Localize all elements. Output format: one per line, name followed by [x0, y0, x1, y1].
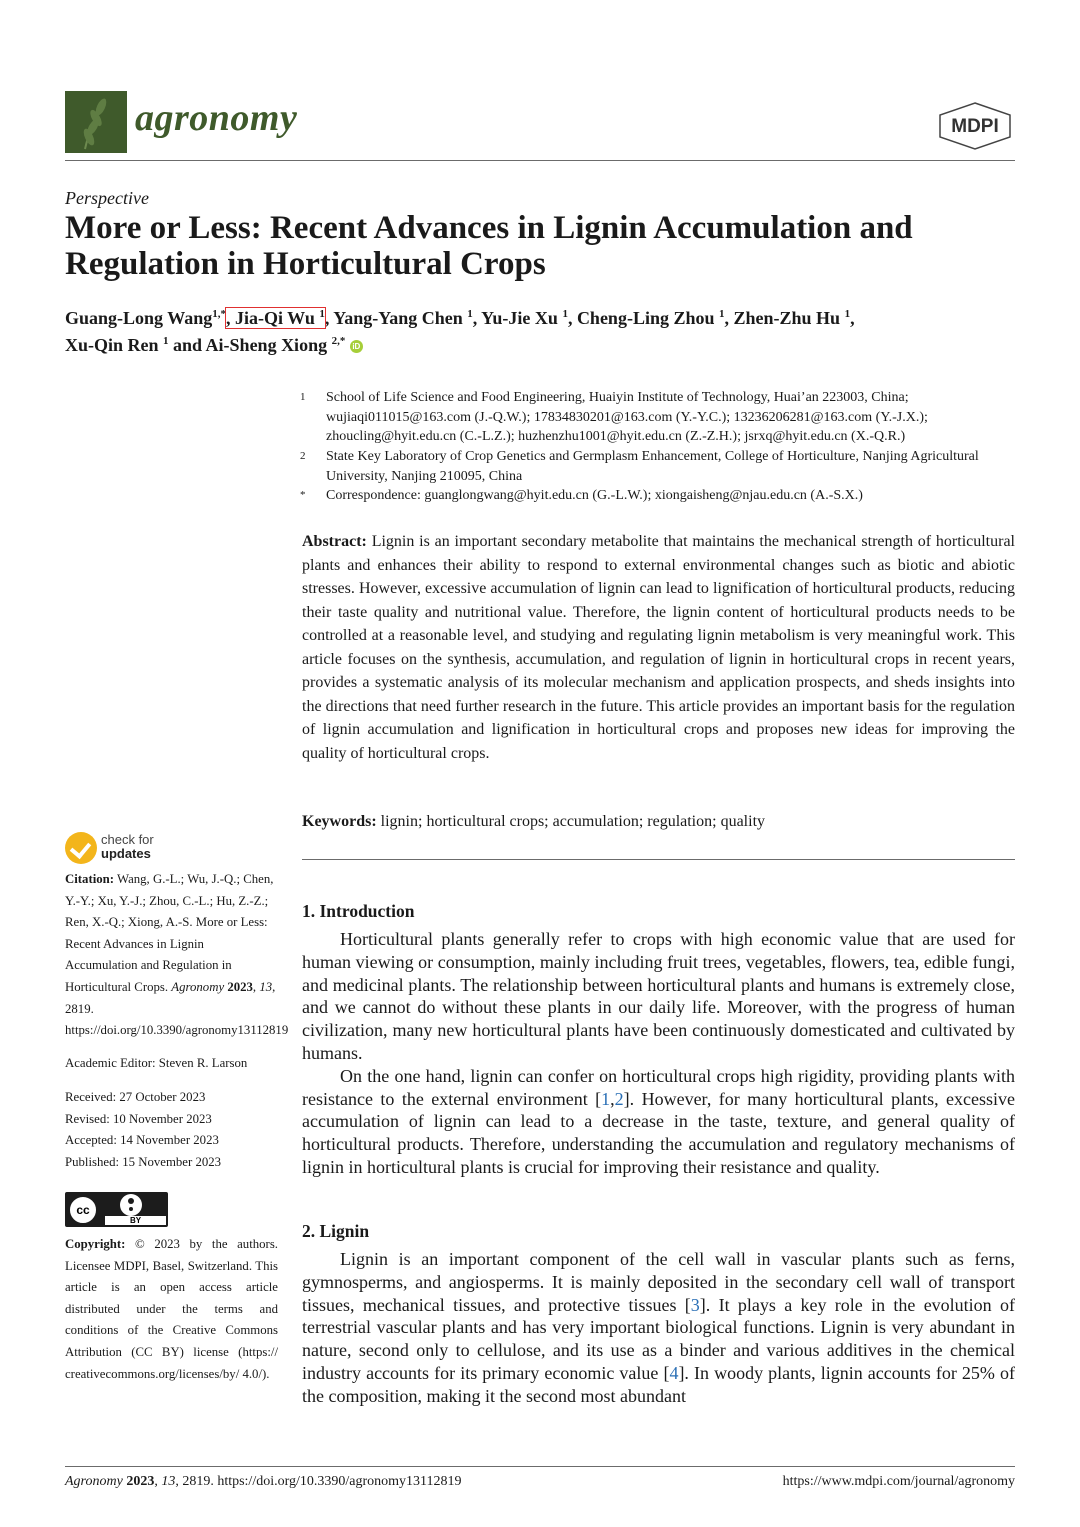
author-separator: , [225, 308, 235, 328]
mdpi-logo-text: MDPI [951, 116, 999, 137]
author-separator: , [850, 308, 855, 328]
author-name: Jia-Qi Wu [234, 308, 315, 328]
citation-doi[interactable]: , 2819. https://doi.org/10.3390/agronomy13112819 [65, 979, 289, 1038]
author-name[interactable]: Guang-Long Wang [65, 308, 213, 328]
author-name[interactable]: Yu-Jie Xu [481, 308, 558, 328]
introduction-body [302, 928, 1015, 1179]
section-heading-lignin: 2. Lignin [302, 1221, 370, 1241]
cc-by-license-icon[interactable] [65, 1192, 168, 1227]
paragraph-text: , [610, 1088, 615, 1109]
paragraph: Horticultural plants generally refer to crops with high economic value that are used for human viewing or consumption, mainly including fruit trees, vegetables, flowers, tea, edible fungi, and medicinal plants. The relationship between horticultural plants and humans is extremely close, and we cannot do without these plants in our daily life. Moreover, with the progress of human civilization, many new horticultural plants have been continuously domesticated and cultivated by humans. [302, 929, 1015, 1063]
author-separator: , [567, 308, 577, 328]
affiliation-mark: 1 [300, 391, 306, 403]
author-list [65, 303, 1015, 357]
reference-link[interactable]: 3 [690, 1294, 700, 1315]
correspondence [302, 486, 1015, 506]
section-heading-introduction: 1. Introduction [302, 901, 415, 921]
abstract-label: Abstract: [302, 533, 367, 550]
keywords-text: lignin; horticultural crops; accumulation; regulation; quality [380, 813, 766, 830]
check-updates-line1: check for [101, 832, 154, 847]
author-name[interactable]: Zhen-Zhu Hu [733, 308, 841, 328]
affiliation-mark: 2 [300, 450, 306, 462]
footer-journal: Agronomy [65, 1474, 123, 1489]
keywords-label: Keywords: [302, 813, 377, 830]
paragraph-text: ]. However, for many horticultural plants, excessive accumulation of lignin can lead to a decrease in the taste, texture, and general quality of horticultural products. Therefore, understanding the accumulation and regulatory mechanisms of lignin in horticultural plants is crucial for improving their resistance and quality. [302, 1088, 1015, 1177]
affiliation-1 [302, 388, 1015, 447]
footer-doi[interactable]: , 2819. https://doi.org/10.3390/agronomy13112819 [175, 1474, 462, 1489]
citation-label: Citation: [65, 872, 115, 886]
paragraph-text: ]. It plays a key role in the evolution of terrestrial vascular plants and has very important biological functions. Lignin is very abundant in nature, second only to cellulose, and its use as a binder and various additives in the chemical industry accounts for its primary economic value [ [302, 1294, 1015, 1383]
paragraph-text: On the one hand, lignin can confer on horticultural crops high rigidity, providing plants with resistance to the external environment [ [302, 1065, 1015, 1109]
keywords [302, 811, 1015, 833]
author-affil-mark: 2,* [331, 335, 346, 347]
author-affil-mark: 1 [163, 335, 169, 347]
author-separator: and [168, 335, 206, 355]
revised-date: Revised: 10 November 2023 [65, 1111, 212, 1126]
author-name[interactable]: Cheng-Ling Zhou [576, 308, 715, 328]
author-separator: , [324, 308, 334, 328]
author-separator: , [472, 308, 482, 328]
academic-editor: Academic Editor: Steven R. Larson [65, 1056, 248, 1070]
affiliation-text: School of Life Science and Food Engineering, Huaiyin Institute of Technology, Huai’an 223003, China; wujiaqi011015@163.com (J.-Q.W.); 17834830201@163.com (Y.-Y.C.); 13236206281@163.com (Y.-J.X.); zhoucling@hyit.edu.cn (C.-L.Z.); huzhenzhu1001@hyit.edu.cn (Z.-Z.H.); jsrxq@hyit.edu.cn (X.-Q.R.) [326, 390, 928, 445]
paragraph-text: ]. In woody plants, lignin accounts for 25% of the composition, making it the second most abundant [302, 1362, 1015, 1406]
affiliation-mark: * [300, 489, 306, 501]
mdpi-logo-icon[interactable] [936, 101, 1014, 151]
paragraph [302, 1065, 1015, 1179]
paragraph [302, 1248, 1015, 1408]
reference-link[interactable]: 4 [669, 1362, 679, 1383]
citation-volume: 13 [259, 979, 273, 994]
article-title: More or Less: Recent Advances in Lignin Accumulation and Regulation in Horticultural Crops [65, 210, 913, 282]
reference-link[interactable]: 2 [614, 1088, 624, 1109]
author-affil-mark: 1 [562, 308, 568, 320]
author-affil-mark: 1 [467, 308, 473, 320]
citation-journal: Agronomy [171, 979, 225, 994]
lignin-body [302, 1248, 1015, 1408]
footer-volume: 13 [161, 1474, 176, 1489]
reference-link[interactable]: 1 [601, 1088, 611, 1109]
author-separator: , [724, 308, 734, 328]
affiliation-text: State Key Laboratory of Crop Genetics and Germplasm Enhancement, College of Horticulture, Nanjing Agricultural University, Nanjing 210095, China [326, 449, 979, 484]
citation-block: Citation: Wang, G.-L.; Wu, J.-Q.; Chen, Y.-Y.; Xu, Y.-J.; Zhou, C.-L.; Hu, Z.-Z.; Ren, X.-Q.; Xiong, A.-S. More or Less: Recent Advances in Lignin Accumulation and Regulation in Horticultural Crops. Agronomy 2023, 13, 2819. https://doi.org/10.3390/agronomy13112819 [65, 872, 289, 1038]
header-divider [65, 160, 1015, 161]
author-affil-mark: 1 [719, 308, 725, 320]
copyright-text: © 2023 by the authors. Licensee MDPI, Basel, Switzerland. This article is an open access article distributed under the terms and conditions of the Creative Commons Attribution (CC BY) license (https:// creativecommons.org/licenses/by/ 4.0/). [65, 1237, 278, 1381]
journal-logo-icon [65, 91, 127, 153]
article-type: Perspective [65, 188, 149, 208]
copyright-label: Copyright: [65, 1237, 126, 1251]
author-name[interactable]: Xu-Qin Ren [65, 335, 159, 355]
accepted-date: Accepted: 14 November 2023 [65, 1133, 219, 1148]
received-date: Received: 27 October 2023 [65, 1090, 206, 1104]
author-link-box[interactable] [226, 308, 325, 328]
publication-dates [65, 1087, 278, 1173]
check-for-updates-label [101, 833, 154, 861]
cc-icon: cc [68, 1195, 98, 1225]
cc-by-label: BY [105, 1216, 166, 1225]
citation-year: 2023 [227, 979, 253, 994]
footer-citation: Agronomy 2023, 13, 2819. https://doi.org/10.3390/agronomy13112819 [65, 1474, 462, 1489]
author-affil-mark: 1 [319, 308, 325, 320]
published-date: Published: 15 November 2023 [65, 1154, 222, 1169]
attribution-icon [120, 1194, 142, 1216]
abstract-text: Lignin is an important secondary metabolite that maintains the mechanical strength of horticultural plants and enhances their ability to respond to external environmental changes such as biotic and abiotic stresses. However, excessive accumulation of lignin can lead to lignification of horticultural products, reducing their taste quality and nutritional value. Therefore, the lignin content of horticultural products needs to be controlled at a reasonable level, and studying and regulating lignin metabolism is very meaningful work. This article focuses on the synthesis, accumulation, and regulation of lignin in horticultural crops in recent years, provides a systematic analysis of its molecular mechanism and application prospects, and sheds insights into the directions that need further research in the future. This article provides an important basis for the regulation of lignin accumulation and lignification in horticultural crops and proposes new ideas for improving the quality of horticultural crops. [302, 533, 1016, 762]
author-name[interactable]: Yang-Yang Chen [333, 308, 463, 328]
footer-divider [65, 1466, 1015, 1467]
footer-journal-url[interactable]: https://www.mdpi.com/journal/agronomy [782, 1474, 1015, 1489]
journal-name: agronomy [135, 97, 298, 139]
author-name[interactable]: Ai-Sheng Xiong [205, 335, 328, 355]
check-updates-line2: updates [101, 846, 151, 861]
paragraph-text: Lignin is an important component of the cell wall in vascular plants such as ferns, gymnosperms, and angiosperms. It is mainly deposited in the secondary cell wall of transport tissues, mechanical tissues, and protective tissues [ [302, 1249, 1015, 1315]
affiliation-2 [302, 447, 1015, 486]
abstract-divider [302, 859, 1015, 860]
check-for-updates-button[interactable] [65, 832, 195, 866]
correspondence-text: Correspondence: guanglongwang@hyit.edu.cn (G.-L.W.); xiongaisheng@njau.edu.cn (A.-S.X.) [326, 488, 863, 503]
citation-text: Wang, G.-L.; Wu, J.-Q.; Chen, Y.-Y.; Xu, Y.-J.; Zhou, C.-L.; Hu, Z.-Z.; Ren, X.-Q.; Xiong, A.-S. More or Less: Recent Advances in Lignin Accumulation and Regulation in Horticultural Crops. [65, 872, 274, 994]
abstract [302, 530, 1015, 765]
author-affil-mark: 1 [844, 308, 851, 320]
copyright-block [65, 1234, 278, 1385]
orcid-icon[interactable]: iD [350, 340, 363, 353]
check-for-updates-icon [65, 832, 97, 864]
footer-year: 2023 [126, 1474, 155, 1489]
author-affil-mark: 1,* [212, 308, 226, 320]
